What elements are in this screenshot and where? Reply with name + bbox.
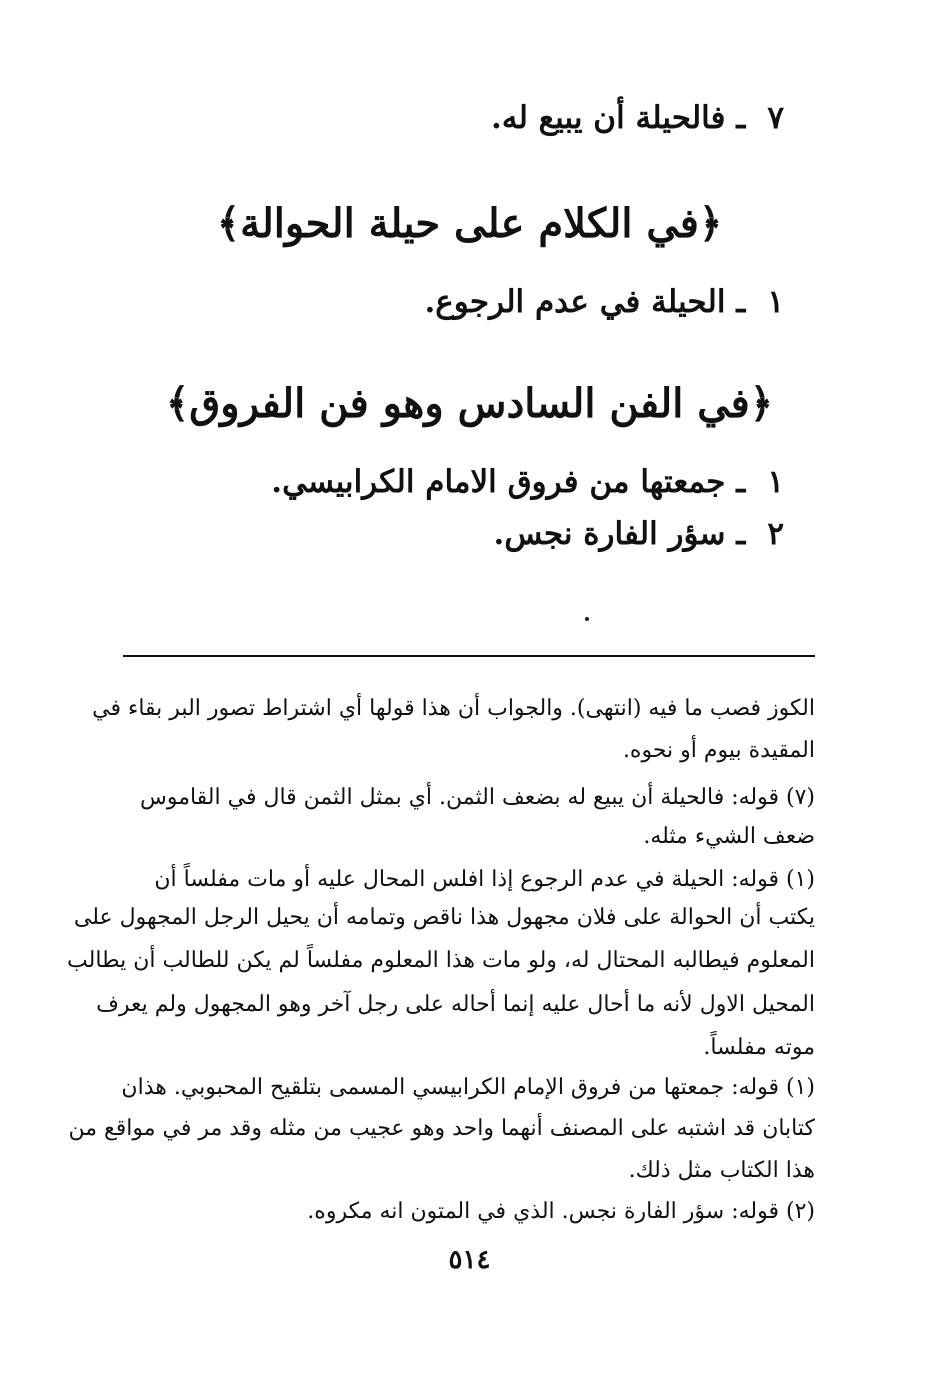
footnote-line: هذا الكتاب مثل ذلك. — [628, 1158, 815, 1183]
item-text: فالحيلة أن يبيع له. — [491, 100, 726, 136]
section-heading — [0, 380, 939, 427]
heading-text: في الكلام على حيلة الحوالة — [240, 200, 699, 247]
item-dash: ـ — [736, 100, 746, 136]
ink-dot — [585, 617, 589, 621]
footnote-line: المعلوم فيطالبه المحتال له، ولو مات هذا المعلوم مفلساً لم يكن للطالب أن يطالب — [67, 948, 815, 973]
footnote-line: الكوز فصب ما فيه (انتهى). والجواب أن هذا قولها أي اشتراط تصور البر بقاء في — [92, 696, 815, 721]
footnote-line: المحيل الاول لأنه ما أحال عليه إنما أحاله على رجل آخر وهو المجهول ولم يعرف — [96, 992, 815, 1017]
item-dash: ـ — [736, 284, 746, 320]
item-number: ١ — [767, 464, 784, 500]
list-item — [491, 100, 784, 136]
item-text: الحيلة في عدم الرجوع. — [424, 284, 726, 320]
item-number: ٧ — [767, 100, 784, 136]
footnote-line: ضعف الشيء مثله. — [643, 824, 815, 849]
item-number: ٢ — [767, 516, 784, 552]
ornament-close-icon: ﴾ — [165, 380, 190, 427]
page-number: ٥١٤ — [448, 1245, 491, 1275]
footnote-line: المقيدة بيوم أو نحوه. — [622, 738, 815, 763]
footnote-line: يكتب أن الحوالة على فلان مجهول هذا ناقص وتمامه أن يحيل الرجل المجهول على — [73, 905, 815, 930]
heading-text: في الفن السادس وهو فن الفروق — [189, 380, 750, 427]
ornament-close-icon: ﴾ — [216, 200, 241, 247]
footnote-line: (١) قوله: جمعتها من فروق الإمام الكرابيسي المسمى بتلقيح المحبوبي. هذان — [121, 1075, 815, 1100]
list-item — [425, 284, 784, 320]
list-item — [494, 516, 784, 552]
item-text: جمعتها من فروق الامام الكرابيسي. — [271, 464, 726, 500]
footnote-separator — [123, 655, 815, 657]
item-dash: ـ — [736, 516, 746, 552]
ornament-open-icon: ﴿ — [698, 200, 723, 247]
list-item — [271, 464, 784, 500]
ornament-open-icon: ﴿ — [749, 380, 774, 427]
footnote-line: كتابان قد اشتبه على المصنف أنهما واحد وهو عجيب من مثله وقد مر في مواقع من — [68, 1116, 815, 1141]
footnote-line: (٧) قوله: فالحيلة أن يبيع له بضعف الثمن. أي بمثل الثمن قال في القاموس — [139, 785, 815, 810]
item-text: سؤر الفارة نجس. — [493, 516, 726, 552]
section-heading — [0, 200, 939, 247]
item-dash: ـ — [736, 464, 746, 500]
footnote-line: (٢) قوله: سؤر الفارة نجس. الذي في المتون انه مكروه. — [307, 1199, 815, 1224]
footnote-line: موته مفلساً. — [703, 1035, 815, 1060]
item-number: ١ — [767, 284, 784, 320]
footnote-line: (١) قوله: الحيلة في عدم الرجوع إذا افلس المحال عليه أو مات مفلساً أن — [154, 867, 815, 892]
